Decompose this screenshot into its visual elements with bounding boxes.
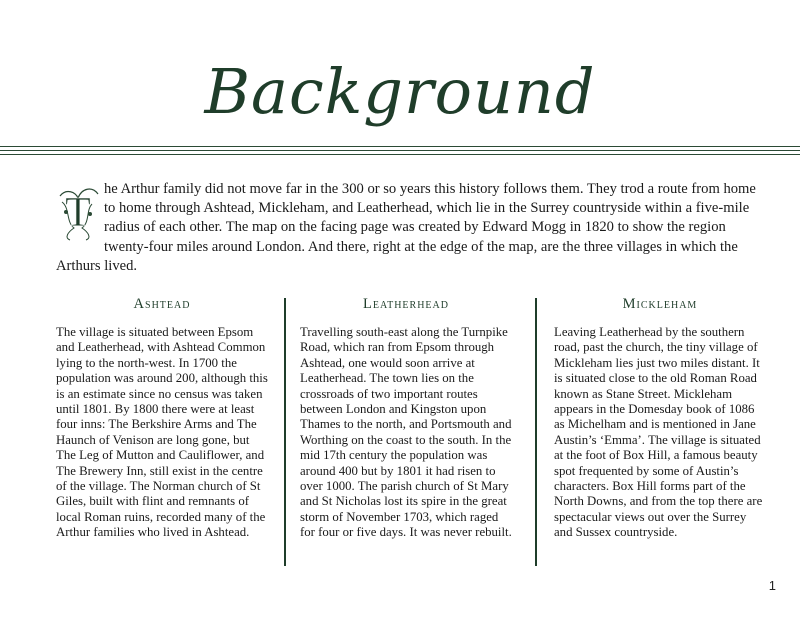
title-rule-bottom <box>0 154 800 155</box>
column-heading: Mickleham <box>622 296 698 312</box>
column-heading: Ashtead <box>133 296 191 312</box>
page-title: Background <box>204 55 596 128</box>
column-divider <box>535 298 537 566</box>
column-text: Travelling south-east along the Turnpike Road, which ran from Epsom through Ashtead, one would soon arrive at Leatherhead. The town lies on the crossroads of two important routes between London and Kingston upon Thames to the north, and Portsmouth and Worthing on the coast to the south. In the mid 17th century the population was around 400 but by 1801 it had risen to over 1000. The parish church of St Mary and St Nicholas lost its spire in the great storm of November 1703, which raged for four or five days. It was never rebuilt. <box>300 325 512 540</box>
column-mickleham <box>554 296 766 541</box>
decorative-t-icon <box>56 182 100 242</box>
intro-section <box>56 180 768 276</box>
column-divider <box>284 298 286 566</box>
column-leatherhead <box>300 296 512 541</box>
svg-text:T: T <box>65 190 91 236</box>
intro-paragraph: he Arthur family did not move far in the 300 or so years this history follows them. They trod a route from home to home through Ashtead, Mickleham, and Leatherhead, which lie in the Surrey countryside within a five-mile radius of each other. The map on the facing page was created by Edward Mogg in 1820 to show the region twenty-four miles around London. And there, right at the edge of the map, are the three villages in which the Arthurs lived. <box>56 181 756 274</box>
column-heading: Leatherhead <box>363 296 449 312</box>
column-text: Leaving Leatherhead by the southern road, past the church, the tiny village of Mickleham lies just two miles distant. It is situated close to the old Roman Road known as Stane Street. Mickleham appears in the Domesday book of 1086 as Michelham and is mentioned in Jane Austin’s ‘Emma’. The village is situated at the foot of Box Hill, a famous beauty spot frequented by some of Austin’s characters. Box Hill forms part of the North Downs, and from the top there are spectacular views out over the Surrey and Sussex countryside. <box>554 325 763 540</box>
drop-cap-ornament <box>56 182 100 242</box>
page-number: 1 <box>768 578 776 593</box>
column-ashtead <box>56 296 268 541</box>
column-text: The village is situated between Epsom and Leatherhead, with Ashtead Common lying to the north-west. In 1700 the population was around 200, although this is an estimate since no census was taken until 1801. By 1800 there were at least four inns: The Berkshire Arms and The Haunch of Venison are long gone, but The Leg of Mutton and Cauliflower, and The Brewery Inn, still exist in the centre of the village. The Norman church of St Giles, built with flint and remnants of local Roman ruins, recorded many of the Arthur families who lived in Ashtead. <box>56 325 268 540</box>
title-rule-middle <box>0 150 800 151</box>
title-rule-top <box>0 146 800 147</box>
